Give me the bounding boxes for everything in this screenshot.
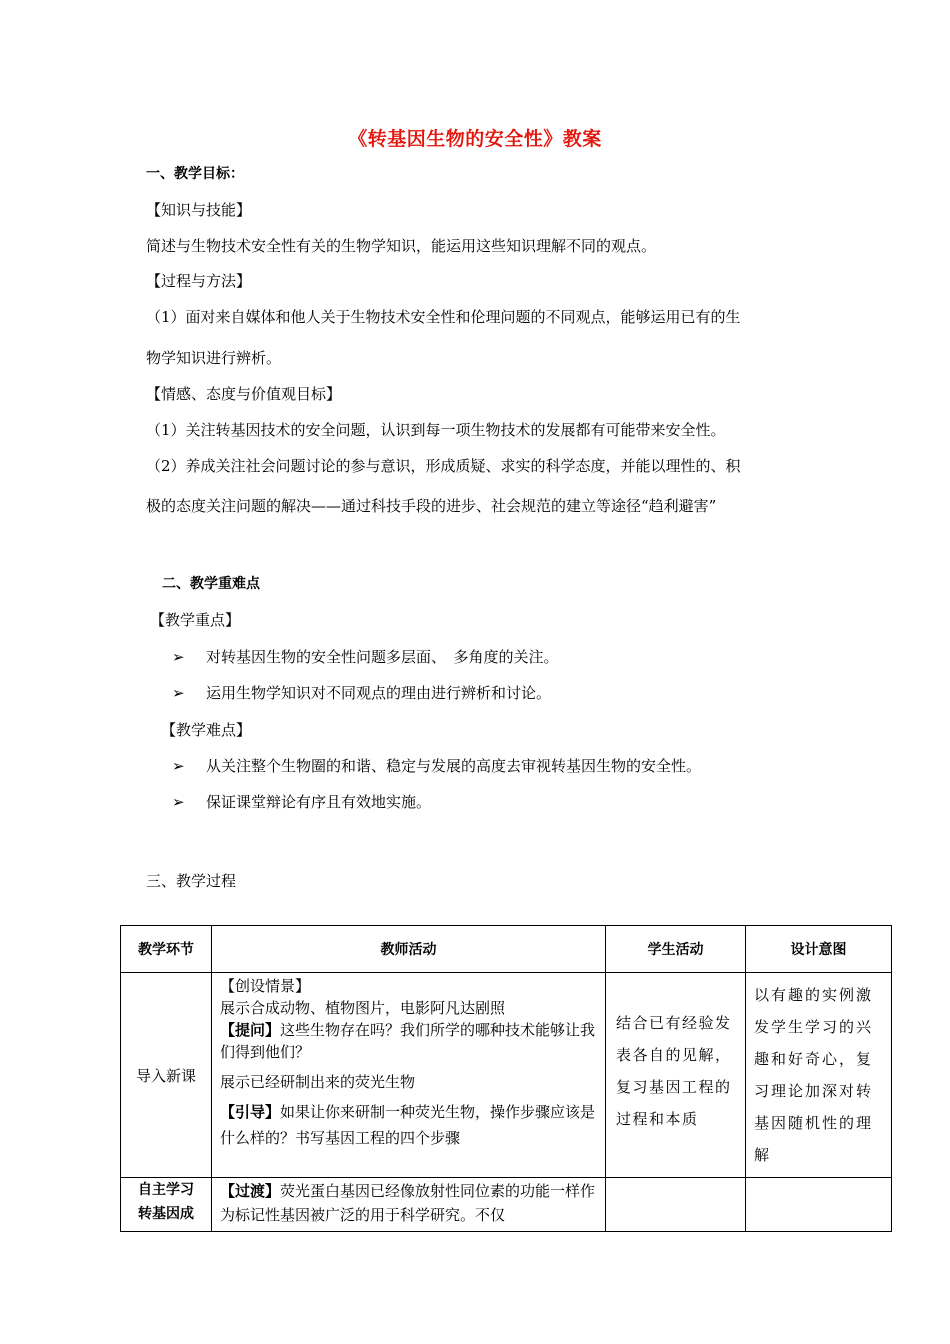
header-stage: 教学环节	[121, 926, 212, 973]
teacher-step-text: 展示合成动物、植物图片，电影阿凡达剧照	[220, 999, 506, 1017]
table-header-row	[121, 926, 892, 973]
teacher-step	[220, 1099, 597, 1151]
stage-cell	[121, 973, 212, 1178]
table-row	[121, 973, 892, 1178]
design-intent-cell	[746, 1178, 892, 1232]
teacher-step-label: 【引导】	[220, 1103, 281, 1121]
process-text-line1: （1）面对来自媒体和他人关于生物技术安全性和伦理问题的不同观点，能够运用已有的生	[146, 308, 741, 326]
key-point-text: 对转基因生物的安全性问题多层面、 多角度的关注。	[206, 648, 559, 666]
process-text-line2: 物学知识进行辨析。	[146, 349, 282, 367]
teacher-step-text: 如果让你来研制一种荧光生物，操作步骤应该是什么样的？书写基因工程的四个步骤	[220, 1103, 596, 1147]
teacher-step-label: 【过渡】	[220, 1182, 281, 1200]
teacher-step-text: 展示已经研制出来的荧光生物	[220, 1073, 416, 1091]
design-intent-text: 以有趣的实例激发学生学习的兴趣和好奇心，复习理论加深对转基因随机性的理解	[754, 986, 874, 1164]
key-point-item	[172, 647, 559, 667]
student-activity-cell	[606, 973, 746, 1178]
stage-text: 自主学习	[138, 1182, 194, 1198]
emotion-item-2-line1: （2）养成关注社会问题讨论的参与意识，形成质疑、求实的科学态度，并能以理性的、积	[146, 457, 741, 475]
section-1-heading: 一、教学目标：	[146, 166, 244, 182]
bullet-arrow-icon: ➢	[172, 648, 185, 666]
stage-cell	[121, 1178, 212, 1232]
difficulty-item	[172, 756, 701, 776]
key-point-item	[172, 683, 551, 703]
design-intent-cell	[746, 973, 892, 1178]
student-activity-text: 结合已有经验发表各自的见解，复习基因工程的过程和本质	[616, 1014, 732, 1128]
emotion-item-1: （1）关注转基因技术的安全问题，认识到每一项生物技术的发展都有可能带来安全性。	[146, 421, 726, 439]
teacher-activity-cell	[212, 973, 606, 1178]
difficulty-label: 【教学难点】	[161, 721, 252, 739]
knowledge-label: 【知识与技能】	[146, 201, 252, 219]
difficulty-text: 从关注整个生物圈的和谐、稳定与发展的高度去审视转基因生物的安全性。	[206, 757, 702, 775]
process-label: 【过程与方法】	[146, 272, 252, 290]
teacher-step	[220, 1019, 597, 1063]
teacher-step-label: 【提问】	[220, 1021, 281, 1039]
key-point-text: 运用生物学知识对不同观点的理由进行辨析和讨论。	[206, 684, 552, 702]
section-2-heading: 二、教学重难点	[162, 576, 260, 592]
table-row	[121, 1178, 892, 1232]
stage-text: 转基因成	[138, 1206, 194, 1222]
knowledge-text: 简述与生物技术安全性有关的生物学知识，能运用这些知识理解不同的观点。	[146, 237, 657, 255]
difficulty-text: 保证课堂辩论有序且有效地实施。	[206, 793, 432, 811]
bullet-arrow-icon: ➢	[172, 793, 185, 811]
section-3-heading: 三、教学过程	[146, 872, 237, 890]
bullet-arrow-icon: ➢	[172, 757, 185, 775]
teaching-process-table	[120, 925, 892, 1232]
emotion-label: 【情感、态度与价值观目标】	[146, 385, 342, 403]
student-activity-cell	[606, 1178, 746, 1232]
teacher-step-text: 这些生物存在吗？我们所学的哪种技术能够让我们得到他们？	[220, 1021, 596, 1061]
document-title: 《转基因生物的安全性》教案	[348, 128, 602, 150]
difficulty-item	[172, 792, 431, 812]
teacher-activity-cell	[212, 1178, 606, 1232]
header-student-activity: 学生活动	[606, 926, 746, 973]
teacher-step-label: 【创设情景】	[220, 977, 311, 995]
header-teacher-activity: 教师活动	[212, 926, 606, 973]
header-design-intent: 设计意图	[746, 926, 892, 973]
bullet-arrow-icon: ➢	[172, 684, 185, 702]
emotion-item-2-line2: 极的态度关注问题的解决——通过科技手段的进步、社会规范的建立等途径“趋利避害”	[146, 497, 717, 515]
stage-text: 导入新课	[135, 1066, 196, 1085]
key-points-label: 【教学重点】	[150, 611, 241, 629]
teacher-step-text: 荧光蛋白基因已经像放射性同位素的功能一样作为标记性基因被广泛的用于科学研究。不仅	[220, 1182, 596, 1224]
